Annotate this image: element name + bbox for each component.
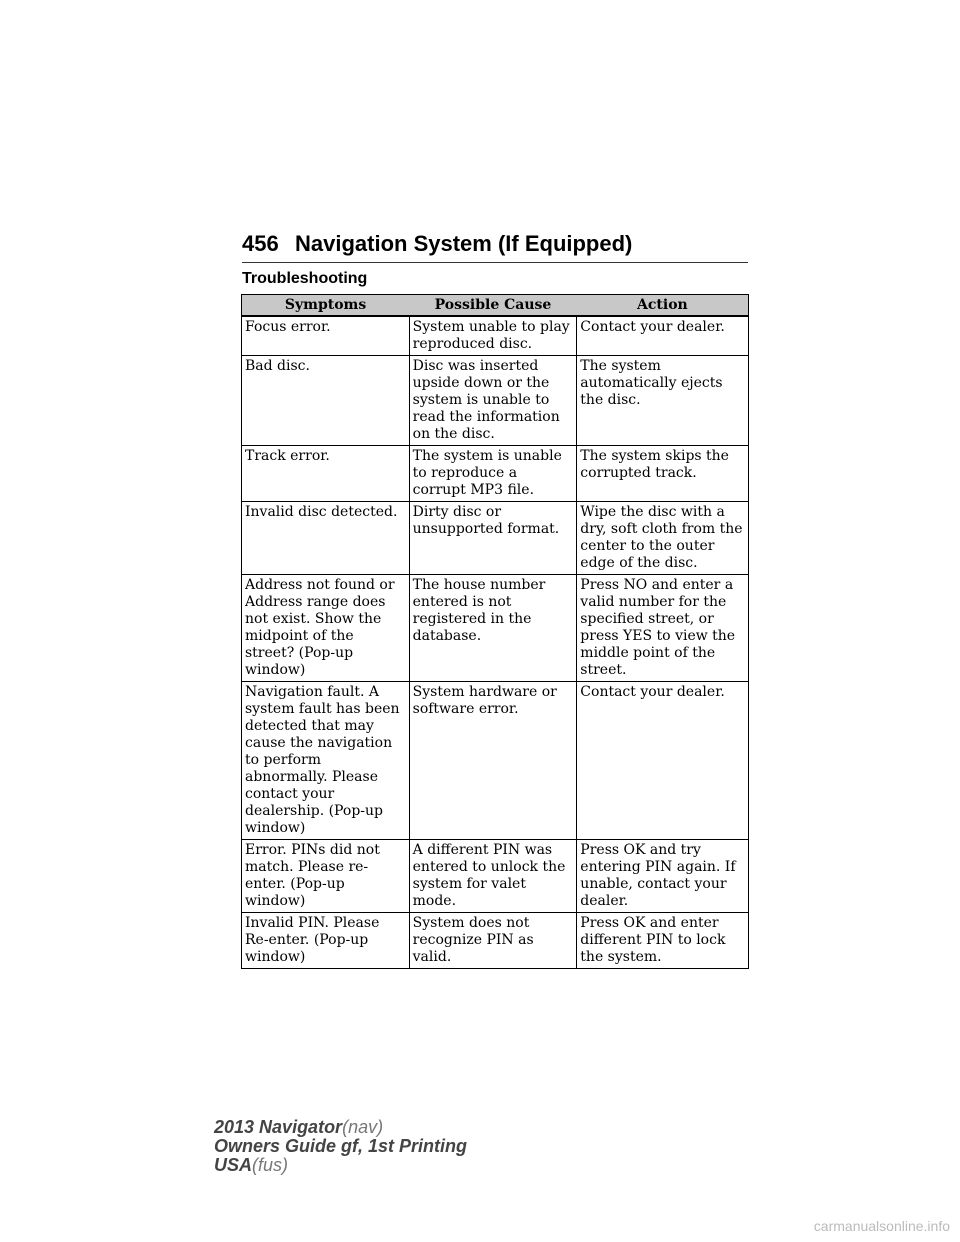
footer-market: USA [214,1155,253,1175]
symptom-cell: Error. PINs did not match. Please re-enter. (Pop-up window) [242,840,410,913]
footer-line-3 [214,1156,467,1175]
footer-market-code: (fus) [252,1155,289,1175]
action-cell: Contact your dealer. [577,316,749,356]
footer-line-2 [214,1137,467,1156]
troubleshooting-table [241,294,749,969]
section-heading: Troubleshooting [242,270,368,287]
action-cell: Press OK and try entering PIN again. If unable, contact your dealer. [577,840,749,913]
document-footer [214,1118,467,1175]
footer-model: 2013 Navigator [214,1117,343,1137]
action-cell: The system skips the corrupted track. [577,446,749,502]
footer-model-code: (nav) [342,1117,384,1137]
chapter-title: Navigation System (If Equipped) [295,231,633,256]
symptom-cell: Address not found or Address range does not exist. Show the midpoint of the street? (Pop-up window) [242,575,410,682]
cause-cell: System does not recognize PIN as valid. [409,913,577,969]
column-header-possible-cause: Possible Cause [409,295,577,317]
symptom-cell: Track error. [242,446,410,502]
action-cell: Press OK and enter different PIN to lock the system. [577,913,749,969]
table-row [242,356,749,446]
table-row [242,840,749,913]
action-cell: Contact your dealer. [577,682,749,840]
page-number: 456 [242,231,279,256]
cause-cell: Disc was inserted upside down or the system is unable to read the information on the disc. [409,356,577,446]
page-header [242,228,748,263]
cause-cell: System hardware or software error. [409,682,577,840]
symptom-cell: Bad disc. [242,356,410,446]
table-row [242,502,749,575]
table-row [242,913,749,969]
action-cell: Press NO and enter a valid number for the specified street, or press YES to view the middle point of the street. [577,575,749,682]
table-row [242,682,749,840]
cause-cell: Dirty disc or unsupported format. [409,502,577,575]
symptom-cell: Invalid disc detected. [242,502,410,575]
symptom-cell: Focus error. [242,316,410,356]
cause-cell: System unable to play reproduced disc. [409,316,577,356]
cause-cell: A different PIN was entered to unlock the system for valet mode. [409,840,577,913]
footer-guide: Owners Guide gf, 1st Printing [214,1136,468,1156]
column-header-action: Action [577,295,749,317]
symptom-cell: Invalid PIN. Please Re-enter. (Pop-up window) [242,913,410,969]
cause-cell: The system is unable to reproduce a corrupt MP3 file. [409,446,577,502]
action-cell: The system automatically ejects the disc. [577,356,749,446]
column-header-symptoms: Symptoms [242,295,410,317]
action-cell: Wipe the disc with a dry, soft cloth from the center to the outer edge of the disc. [577,502,749,575]
table-row [242,446,749,502]
table-row [242,316,749,356]
symptom-cell: Navigation fault. A system fault has been detected that may cause the navigation to perform abnormally. Please contact your dealership. (Pop-up window) [242,682,410,840]
cause-cell: The house number entered is not registered in the database. [409,575,577,682]
watermark: carmanualsonline.info [813,1218,950,1234]
footer-line-1 [214,1118,467,1137]
table-header-row [242,295,749,317]
table-row [242,575,749,682]
